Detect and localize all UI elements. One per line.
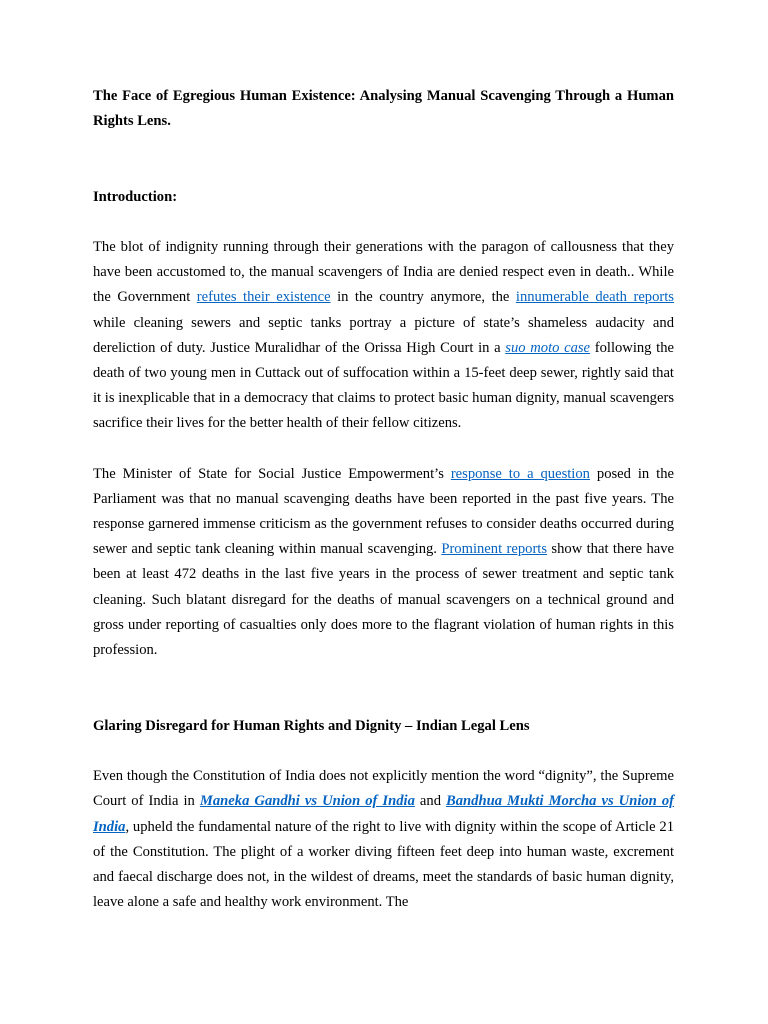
text-run: in the country anymore, the [330, 289, 516, 306]
text-run: show that there have been at least 472 deaths in the last five years in the process of sewer treatment and septic tank cleaning. Such blatant disregard for the deaths of manual scavengers on a technical ground and gross under reporting of casualties only does more to the flagrant violation of human rights in this profession. [93, 541, 674, 659]
text-run: The blot of indignity running through their generations with the paragon of callousness that they have been accustomed to, the manual scavengers of India are denied respect even in death.. While the Government [93, 239, 674, 306]
intro-paragraph-2 [93, 462, 674, 664]
refutes-existence-link[interactable]: refutes their existence [196, 289, 331, 306]
maneka-gandhi-case-link[interactable]: Maneka Gandhi vs Union of India [199, 793, 415, 810]
introduction-heading: Introduction: [93, 189, 178, 205]
response-to-question-link[interactable]: response to a question [450, 465, 590, 482]
legal-lens-heading: Glaring Disregard for Human Rights and Dignity – Indian Legal Lens [93, 718, 530, 735]
spacer [93, 134, 674, 185]
death-reports-link[interactable]: innumerable death reports [515, 289, 674, 306]
intro-paragraph-1 [93, 235, 674, 437]
text-run: while cleaning sewers and septic tanks portray a picture of state’s shameless audacity and dereliction of duty. Justice Muralidhar of the Orissa High Court in a [93, 314, 674, 356]
prominent-reports-link[interactable]: Prominent reports [441, 541, 548, 558]
spacer [93, 210, 674, 235]
text-run: , upheld the fundamental nature of the right to live with dignity within the scope of Article 21 of the Constitution. The plight of a worker diving fifteen feet deep into human waste, excrement and faecal discharge does not, in the wildest of dreams, meet the standards of basic human dignity, leave alone a safe and healthy work environment. The [93, 818, 674, 911]
spacer [93, 437, 674, 462]
spacer [93, 739, 674, 764]
text-run: and [414, 793, 447, 810]
suo-moto-case-link[interactable]: suo moto case [505, 339, 591, 356]
text-run: posed in the Parliament was that no manual scavenging deaths have been reported in the past five years. The response garnered immense criticism as the government refuses to consider deaths occurred during sewer and septic tank cleaning within manual scavenging. [93, 465, 674, 558]
text-run: following the death of two young men in Cuttack out of suffocation within a 15-feet deep sewer, rightly said that it is inexplicable that in a democracy that claims to protect basic human dignity, manual scavengers sacrifice their lives for the better health of their fellow citizens. [93, 339, 674, 432]
bandhua-mukti-morcha-case-link[interactable]: Bandhua Mukti Morcha vs Union of India [93, 793, 674, 835]
text-run: The Minister of State for Social Justice Empowerment’s [93, 465, 451, 482]
spacer [93, 663, 674, 714]
legal-paragraph-1 [93, 764, 674, 915]
text-run: Even though the Constitution of India does not explicitly mention the word “dignity”, the Supreme Court of India in [93, 768, 674, 810]
document-title: The Face of Egregious Human Existence: Analysing Manual Scavenging Through a Human Rights Lens. [93, 88, 674, 129]
